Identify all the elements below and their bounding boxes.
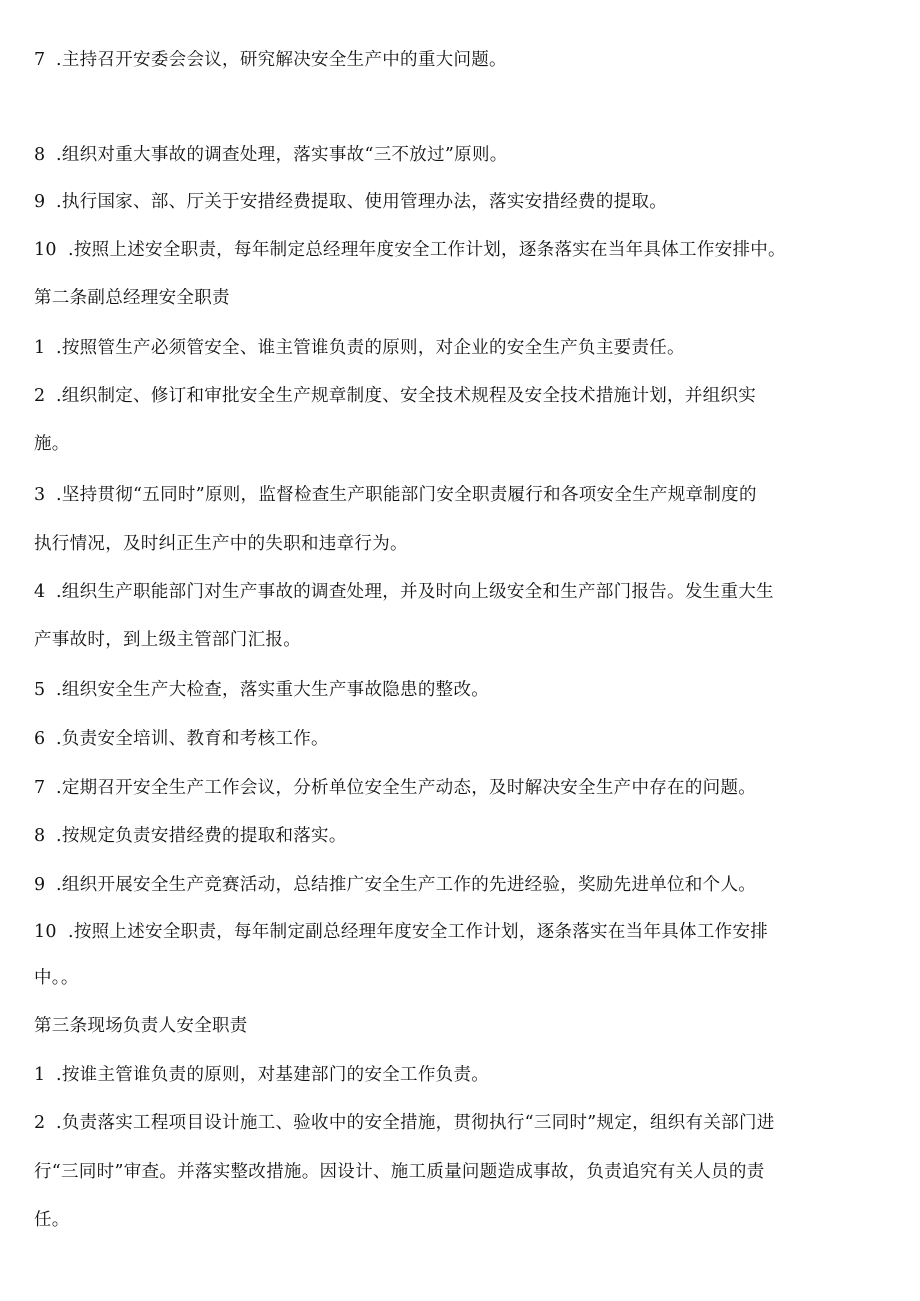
section-heading [34, 1014, 248, 1038]
text-line-continued [34, 628, 301, 652]
text-line [34, 48, 507, 72]
line-text: .组织安全生产大检查，落实重大生产事故隐患的整改。 [56, 680, 490, 700]
line-text: 产事故时，到上级主管部门汇报。 [34, 630, 301, 650]
text-line [34, 678, 489, 702]
text-line [34, 824, 347, 848]
text-line-continued [34, 432, 70, 456]
text-line-continued [34, 1160, 765, 1184]
text-line [34, 238, 786, 262]
line-text: .坚持贯彻“五同时”原则，监督检查生产职能部门安全职责履行和各项安全生产规章制度的 [56, 485, 757, 505]
line-text: .定期召开安全生产工作会议，分析单位安全生产动态，及时解决安全生产中存在的问题。 [56, 778, 757, 798]
heading-text: 第三条现场负责人安全职责 [34, 1016, 248, 1036]
line-text: .按谁主管谁负责的原则，对基建部门的安全工作负责。 [56, 1065, 490, 1085]
text-line [34, 483, 757, 507]
line-text: .按照上述安全职责，每年制定副总经理年度安全工作计划，逐条落实在当年具体工作安排 [68, 922, 769, 942]
text-line [34, 1111, 775, 1135]
text-line [34, 336, 685, 360]
text-line [34, 190, 667, 214]
text-line [34, 873, 756, 897]
text-line-continued [34, 1208, 70, 1232]
item-number: 9 [34, 875, 46, 895]
item-number: 9 [34, 192, 46, 212]
item-number: 2 [34, 1113, 46, 1133]
item-number: 6 [34, 729, 46, 749]
line-text: .按照上述安全职责，每年制定总经理年度安全工作计划，逐条落实在当年具体工作安排中。 [68, 240, 786, 260]
line-text: 任。 [34, 1210, 70, 1230]
item-number: 8 [34, 826, 46, 846]
item-number: 5 [34, 680, 46, 700]
line-text: .组织开展安全生产竞赛活动，总结推广安全生产工作的先进经验，奖励先进单位和个人。 [56, 875, 757, 895]
item-number: 8 [34, 145, 46, 165]
line-text: .组织制定、修订和审批安全生产规章制度、安全技术规程及安全技术措施计划，并组织实 [56, 386, 757, 406]
item-number: 10 [34, 240, 57, 260]
text-line [34, 143, 508, 167]
line-text: .按规定负责安措经费的提取和落实。 [56, 826, 347, 846]
section-heading [34, 286, 230, 310]
item-number: 2 [34, 386, 46, 406]
line-text: 中。。 [34, 968, 79, 988]
text-line [34, 727, 329, 751]
item-number: 3 [34, 485, 46, 505]
text-line [34, 580, 774, 604]
item-number: 10 [34, 922, 57, 942]
text-line [34, 776, 756, 800]
text-line-continued [34, 532, 408, 556]
item-number: 1 [34, 1065, 46, 1085]
line-text: .组织对重大事故的调查处理，落实事故“三不放过”原则。 [56, 145, 508, 165]
line-text: .执行国家、部、厅关于安措经费提取、使用管理办法，落实安措经费的提取。 [56, 192, 668, 212]
item-number: 4 [34, 582, 46, 602]
text-line [34, 1063, 489, 1087]
item-number: 1 [34, 338, 46, 358]
line-text: .负责安全培训、教育和考核工作。 [56, 729, 329, 749]
line-text: 施。 [34, 434, 70, 454]
heading-text: 第二条副总经理安全职责 [34, 288, 230, 308]
item-number: 7 [34, 50, 46, 70]
text-line-continued [34, 966, 79, 990]
line-text: .主持召开安委会会议，研究解决安全生产中的重大问题。 [56, 50, 507, 70]
line-text: .组织生产职能部门对生产事故的调查处理，并及时向上级安全和生产部门报告。发生重大生 [56, 582, 774, 602]
line-text: .负责落实工程项目设计施工、验收中的安全措施，贯彻执行“三同时”规定，组织有关部门进 [56, 1113, 775, 1133]
item-number: 7 [34, 778, 46, 798]
line-text: .按照管生产必须管安全、谁主管谁负责的原则，对企业的安全生产负主要责任。 [56, 338, 685, 358]
text-line [34, 384, 756, 408]
line-text: 执行情况，及时纠正生产中的失职和违章行为。 [34, 534, 408, 554]
text-line [34, 920, 768, 944]
line-text: 行“三同时”审查。并落实整改措施。因设计、施工质量问题造成事故，负责追究有关人员的责 [34, 1162, 765, 1182]
